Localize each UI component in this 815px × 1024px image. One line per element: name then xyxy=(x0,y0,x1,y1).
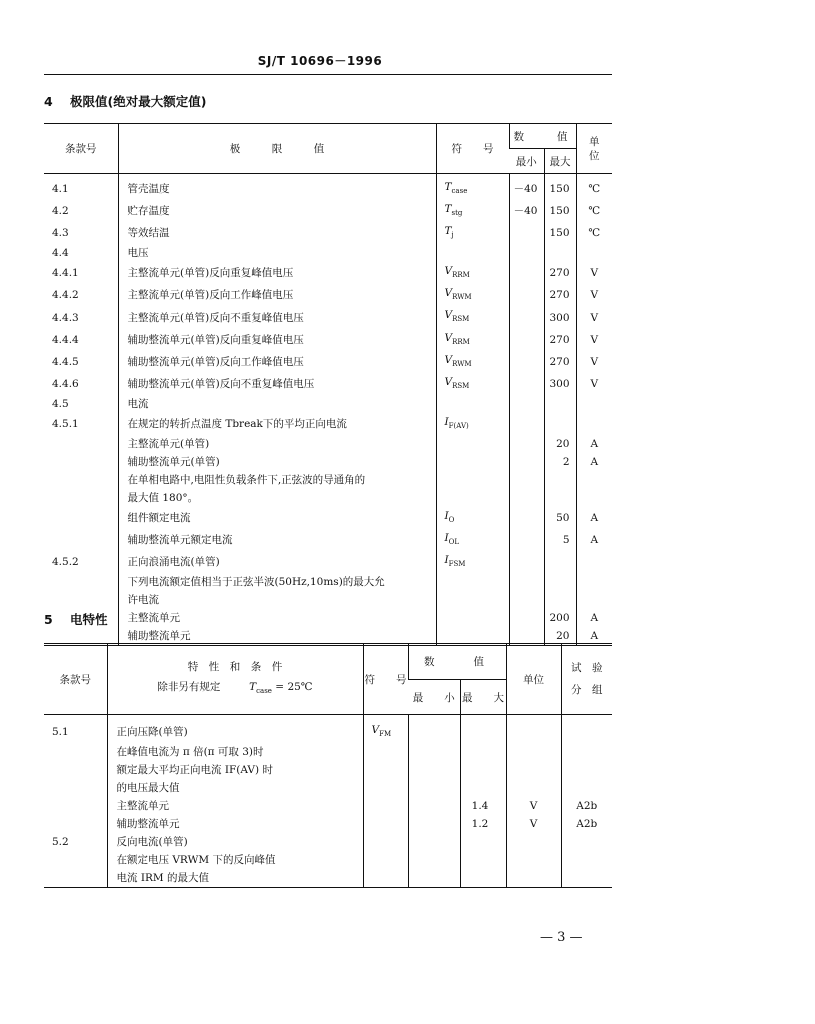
unit xyxy=(576,413,612,435)
symbol-letter: V xyxy=(444,331,453,344)
symbol-cell xyxy=(436,262,509,284)
symbol-cell xyxy=(436,489,509,507)
unit: A xyxy=(576,453,612,471)
max-value: 300 xyxy=(544,373,576,395)
unit xyxy=(506,851,561,869)
cond-symbol: T xyxy=(249,680,257,693)
symbol-cell xyxy=(436,351,509,373)
unit xyxy=(506,743,561,761)
symbol-cell xyxy=(436,609,509,627)
table-row xyxy=(44,797,612,815)
clause-number xyxy=(44,815,107,833)
col-max: 最大 xyxy=(544,149,576,174)
clause-number: 5.2 xyxy=(52,836,69,849)
col-min: 最小 xyxy=(509,149,544,174)
max-value: 200 xyxy=(544,609,576,627)
limit-description: 管壳温度 xyxy=(118,174,436,201)
page-number: — 3 — xyxy=(540,930,583,945)
min-value xyxy=(408,869,460,888)
unit: A xyxy=(576,627,612,646)
clause-number xyxy=(44,573,118,591)
max-value xyxy=(460,761,506,779)
symbol-cell xyxy=(436,244,509,262)
unit: V xyxy=(506,815,561,833)
limit-description: 等效结温 xyxy=(118,222,436,244)
table-row xyxy=(44,413,612,435)
table-row xyxy=(44,815,612,833)
symbol-cell xyxy=(363,761,408,779)
clause-number: 4.2 xyxy=(52,205,69,218)
clause-number xyxy=(44,869,107,888)
table-row xyxy=(44,222,612,244)
characteristic-description: 在额定电压 VRWM 下的反向峰值 xyxy=(107,851,363,869)
min-value xyxy=(509,435,544,453)
col-symbol: 符 号 xyxy=(436,124,509,174)
max-value: 50 xyxy=(544,507,576,529)
clause-number: 4.4.3 xyxy=(52,311,79,324)
table-row xyxy=(44,551,612,573)
col-clause: 条款号 xyxy=(44,644,107,715)
characteristic-description: 主整流单元 xyxy=(107,797,363,815)
table-row xyxy=(44,200,612,222)
min-value xyxy=(509,453,544,471)
symbol-cell xyxy=(436,471,509,489)
symbol-letter: V xyxy=(444,309,453,322)
min-value xyxy=(509,489,544,507)
min-value xyxy=(408,797,460,815)
min-value xyxy=(509,573,544,591)
unit: A xyxy=(576,529,612,551)
table-row xyxy=(44,306,612,328)
symbol-letter: I xyxy=(444,532,449,545)
limit-description: 电流 xyxy=(118,395,436,413)
limit-description: 主整流单元(单管)反向重复峰值电压 xyxy=(118,262,436,284)
table-row xyxy=(44,573,612,591)
table-row xyxy=(44,453,612,471)
symbol-letter: T xyxy=(444,225,452,238)
symbol-letter: I xyxy=(444,415,449,428)
section-title: 电特性 xyxy=(70,612,108,627)
unit: A xyxy=(576,435,612,453)
symbol-subscript: RSM xyxy=(452,315,470,324)
unit xyxy=(576,395,612,413)
min-value xyxy=(509,413,544,435)
test-group: A2b xyxy=(561,815,612,833)
cond-prefix: 除非另有规定 xyxy=(157,680,221,693)
limits-table xyxy=(44,123,612,646)
clause-number xyxy=(44,471,118,489)
document-header: SJ/T 10696－1996 xyxy=(257,54,383,68)
symbol-subscript: FM xyxy=(379,730,392,739)
section-4-heading xyxy=(44,92,206,110)
characteristic-description: 在峰值电流为 π 倍(π 可取 3)时 xyxy=(107,743,363,761)
table-row xyxy=(44,715,612,744)
symbol-subscript: RSM xyxy=(452,381,470,390)
unit: V xyxy=(576,373,612,395)
table-row xyxy=(44,244,612,262)
symbol-cell xyxy=(436,284,509,306)
max-value xyxy=(544,551,576,573)
min-value xyxy=(408,779,460,797)
cond-subscript: case xyxy=(256,687,272,696)
table-row xyxy=(44,329,612,351)
max-value: 150 xyxy=(544,200,576,222)
symbol-letter: V xyxy=(444,287,453,300)
clause-number: 4.5.1 xyxy=(52,417,79,430)
unit xyxy=(576,591,612,609)
test-group: A2b xyxy=(561,797,612,815)
cond-value: = 25℃ xyxy=(271,680,313,693)
clause-number xyxy=(44,591,118,609)
max-value: 1.2 xyxy=(460,815,506,833)
symbol-letter: I xyxy=(444,509,449,522)
clause-number: 4.4.1 xyxy=(52,267,79,280)
characteristic-description: 反向电流(单管) xyxy=(107,833,363,851)
clause-number xyxy=(44,761,107,779)
table-row xyxy=(44,609,612,627)
table-row xyxy=(44,174,612,201)
unit: V xyxy=(576,351,612,373)
max-value: 270 xyxy=(544,284,576,306)
clause-number: 5.1 xyxy=(52,726,69,739)
characteristic-description: 辅助整流单元 xyxy=(107,815,363,833)
limit-description: 电压 xyxy=(118,244,436,262)
symbol-cell xyxy=(436,395,509,413)
unit xyxy=(506,761,561,779)
symbol-letter: T xyxy=(444,203,452,216)
clause-number: 4.4 xyxy=(52,247,69,260)
table-row xyxy=(44,779,612,797)
symbol-subscript: O xyxy=(448,516,455,525)
min-value xyxy=(408,761,460,779)
max-value xyxy=(544,471,576,489)
unit xyxy=(576,551,612,573)
min-value xyxy=(509,395,544,413)
limit-description: 许电流 xyxy=(118,591,436,609)
max-value xyxy=(460,743,506,761)
symbol-cell xyxy=(436,373,509,395)
symbol-subscript: stg xyxy=(451,209,463,218)
unit xyxy=(576,244,612,262)
test-group xyxy=(561,869,612,888)
symbol-letter: V xyxy=(444,353,453,366)
table-row xyxy=(44,489,612,507)
max-value: 270 xyxy=(544,329,576,351)
symbol-subscript: FSM xyxy=(448,560,466,569)
min-value: －40 xyxy=(509,200,544,222)
unit: ℃ xyxy=(576,222,612,244)
clause-number xyxy=(44,797,107,815)
symbol-cell xyxy=(436,551,509,573)
limit-description: 辅助整流单元(单管)反向不重复峰值电压 xyxy=(118,373,436,395)
unit: V xyxy=(576,262,612,284)
clause-number: 4.1 xyxy=(52,183,69,196)
min-value xyxy=(509,306,544,328)
table-row xyxy=(44,395,612,413)
limit-description: 最大值 180°。 xyxy=(118,489,436,507)
symbol-cell xyxy=(436,453,509,471)
header-rule xyxy=(44,74,612,75)
limit-description: 贮存温度 xyxy=(118,200,436,222)
min-value xyxy=(509,529,544,551)
unit xyxy=(576,489,612,507)
min-value xyxy=(509,351,544,373)
limit-description: 辅助整流单元 xyxy=(118,627,436,646)
characteristic-description: 的电压最大值 xyxy=(107,779,363,797)
max-value: 5 xyxy=(544,529,576,551)
table-row xyxy=(44,507,612,529)
unit: V xyxy=(576,329,612,351)
max-value: 150 xyxy=(544,174,576,201)
unit xyxy=(506,715,561,744)
max-value: 20 xyxy=(544,627,576,646)
col-min: 最 小 xyxy=(408,680,460,715)
max-value xyxy=(544,489,576,507)
limit-description: 主整流单元(单管) xyxy=(118,435,436,453)
min-value xyxy=(509,471,544,489)
max-value xyxy=(460,851,506,869)
symbol-letter: V xyxy=(444,265,453,278)
limit-description: 组件额定电流 xyxy=(118,507,436,529)
symbol-cell xyxy=(436,329,509,351)
unit: V xyxy=(576,284,612,306)
min-value xyxy=(509,244,544,262)
clause-number: 4.3 xyxy=(52,227,69,240)
unit: V xyxy=(506,797,561,815)
min-value xyxy=(509,609,544,627)
test-label: 试 验 xyxy=(571,662,603,674)
unit xyxy=(576,573,612,591)
char-condition xyxy=(108,677,363,701)
symbol-subscript: F(AV) xyxy=(448,421,469,430)
clause-number xyxy=(44,529,118,551)
min-value xyxy=(509,507,544,529)
clause-number xyxy=(44,453,118,471)
limit-description: 下列电流额定值相当于正弦半波(50Hz,10ms)的最大允 xyxy=(118,573,436,591)
limit-description: 辅助整流单元(单管)反向工作峰值电压 xyxy=(118,351,436,373)
min-value xyxy=(509,284,544,306)
max-value: 2 xyxy=(544,453,576,471)
symbol-cell xyxy=(363,869,408,888)
test-group xyxy=(561,833,612,851)
unit: A xyxy=(576,609,612,627)
limit-description: 辅助整流单元额定电流 xyxy=(118,529,436,551)
unit xyxy=(506,833,561,851)
col-values: 数 值 xyxy=(408,644,506,680)
characteristic-description: 电流 IRM 的最大值 xyxy=(107,869,363,888)
clause-number xyxy=(44,779,107,797)
test-group xyxy=(561,715,612,744)
col-limit: 极 限 值 xyxy=(118,124,436,174)
limit-description: 正向浪涌电流(单管) xyxy=(118,551,436,573)
col-values: 数 值 xyxy=(509,124,576,149)
symbol-subscript: j xyxy=(451,231,454,240)
clause-number xyxy=(44,743,107,761)
max-value: 20 xyxy=(544,435,576,453)
limit-description: 在单相电路中,电阻性负载条件下,正弦波的导通角的 xyxy=(118,471,436,489)
symbol-subscript: RRM xyxy=(452,337,470,346)
min-value xyxy=(509,222,544,244)
table-row xyxy=(44,373,612,395)
max-value xyxy=(544,573,576,591)
table-row xyxy=(44,833,612,851)
symbol-cell xyxy=(436,573,509,591)
clause-number: 4.4.2 xyxy=(52,289,79,302)
test-group xyxy=(561,779,612,797)
limit-description: 在规定的转折点温度 Tbreak下的平均正向电流 xyxy=(118,413,436,435)
unit: A xyxy=(576,507,612,529)
char-title: 特 性 和 条 件 xyxy=(187,660,283,673)
symbol-letter: V xyxy=(371,724,380,736)
table-row xyxy=(44,471,612,489)
table-row xyxy=(44,761,612,779)
symbol-cell xyxy=(436,222,509,244)
col-symbol: 符 号 xyxy=(363,644,408,715)
symbol-subscript: RWM xyxy=(452,293,472,302)
group-label: 分 组 xyxy=(571,684,603,696)
min-value xyxy=(408,833,460,851)
clause-number: 4.5.2 xyxy=(52,556,79,569)
min-value xyxy=(408,715,460,744)
symbol-cell xyxy=(436,435,509,453)
table-row xyxy=(44,284,612,306)
min-value xyxy=(408,743,460,761)
symbol-cell xyxy=(436,413,509,435)
table-row xyxy=(44,262,612,284)
unit: ℃ xyxy=(576,200,612,222)
max-value xyxy=(460,715,506,744)
symbol-cell xyxy=(436,306,509,328)
unit xyxy=(506,869,561,888)
max-value xyxy=(544,395,576,413)
symbol-letter: V xyxy=(444,375,453,388)
max-value: 300 xyxy=(544,306,576,328)
max-value: 1.4 xyxy=(460,797,506,815)
min-value xyxy=(509,329,544,351)
table-row xyxy=(44,435,612,453)
symbol-cell xyxy=(363,715,408,744)
symbol-subscript: RWM xyxy=(452,359,472,368)
table-row xyxy=(44,529,612,551)
max-value: 150 xyxy=(544,222,576,244)
symbol-cell xyxy=(436,529,509,551)
max-value xyxy=(544,591,576,609)
col-max: 最 大 xyxy=(460,680,506,715)
section-number: 4 xyxy=(44,94,53,109)
table-row xyxy=(44,351,612,373)
min-value xyxy=(509,373,544,395)
min-value: －40 xyxy=(509,174,544,201)
table-row xyxy=(44,851,612,869)
symbol-letter: T xyxy=(444,181,452,193)
col-unit: 单位 xyxy=(576,124,612,174)
unit: ℃ xyxy=(576,174,612,201)
max-value: 270 xyxy=(544,262,576,284)
section-5-heading xyxy=(44,610,108,628)
symbol-cell xyxy=(363,833,408,851)
min-value xyxy=(408,815,460,833)
test-group xyxy=(561,761,612,779)
col-characteristics xyxy=(107,644,363,715)
symbol-cell xyxy=(363,743,408,761)
characteristic-description: 正向压降(单管) xyxy=(107,715,363,744)
characteristic-description: 额定最大平均正向电流 IF(AV) 时 xyxy=(107,761,363,779)
symbol-cell xyxy=(363,851,408,869)
clause-number xyxy=(44,851,107,869)
electrical-table xyxy=(44,643,612,888)
symbol-cell xyxy=(436,174,509,201)
max-value: 270 xyxy=(544,351,576,373)
min-value xyxy=(509,262,544,284)
unit xyxy=(506,779,561,797)
max-value xyxy=(544,244,576,262)
clause-number: 4.4.5 xyxy=(52,355,79,368)
symbol-cell xyxy=(436,507,509,529)
symbol-cell xyxy=(436,591,509,609)
max-value xyxy=(460,779,506,797)
limit-description: 辅助整流单元(单管)反向重复峰值电压 xyxy=(118,329,436,351)
symbol-cell xyxy=(363,797,408,815)
unit xyxy=(576,471,612,489)
clause-number xyxy=(44,507,118,529)
min-value xyxy=(408,851,460,869)
clause-number xyxy=(44,489,118,507)
symbol-cell xyxy=(436,200,509,222)
test-group xyxy=(561,851,612,869)
col-unit: 单位 xyxy=(506,644,561,715)
section-title: 极限值(绝对最大额定值) xyxy=(70,94,207,109)
table-row xyxy=(44,743,612,761)
table-row xyxy=(44,591,612,609)
clause-number: 4.4.4 xyxy=(52,333,79,346)
limit-description: 主整流单元(单管)反向工作峰值电压 xyxy=(118,284,436,306)
table-row xyxy=(44,869,612,888)
limit-description: 辅助整流单元(单管) xyxy=(118,453,436,471)
symbol-letter: I xyxy=(444,554,449,567)
col-test-group xyxy=(561,644,612,715)
limit-description: 主整流单元(单管)反向不重复峰值电压 xyxy=(118,306,436,328)
clause-number xyxy=(44,435,118,453)
symbol-subscript: RRM xyxy=(452,271,470,280)
limit-description: 主整流单元 xyxy=(118,609,436,627)
max-value xyxy=(460,833,506,851)
min-value xyxy=(509,551,544,573)
symbol-subscript: case xyxy=(451,187,468,196)
section-number: 5 xyxy=(44,612,53,627)
symbol-cell xyxy=(363,779,408,797)
unit: V xyxy=(576,306,612,328)
clause-number: 4.4.6 xyxy=(52,377,79,390)
symbol-subscript: OL xyxy=(448,538,460,547)
max-value xyxy=(460,869,506,888)
test-group xyxy=(561,743,612,761)
symbol-cell xyxy=(363,815,408,833)
clause-number: 4.5 xyxy=(52,397,69,410)
max-value xyxy=(544,413,576,435)
min-value xyxy=(509,591,544,609)
col-clause: 条款号 xyxy=(44,124,118,174)
